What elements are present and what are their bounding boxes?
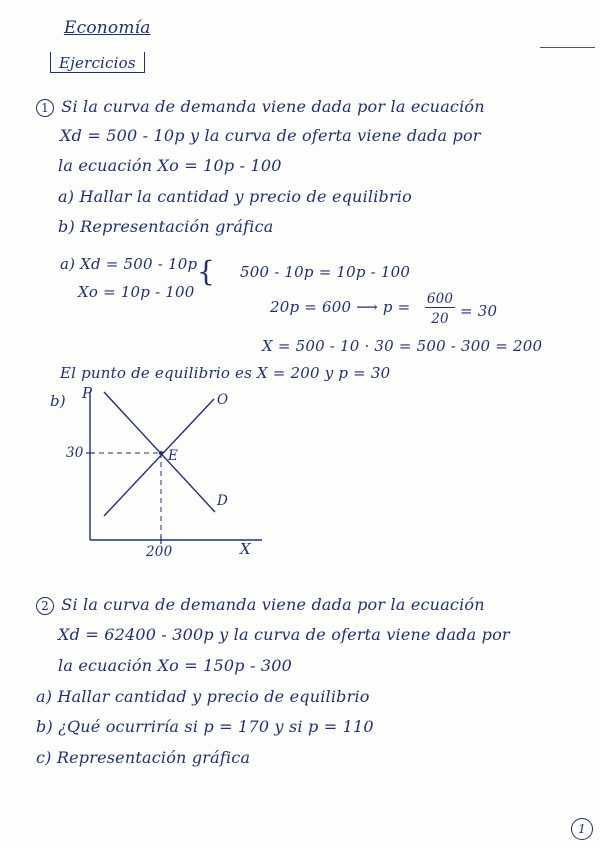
supply-curve-label: O bbox=[217, 392, 229, 408]
problem2-item-b: b) ¿Qué ocurriría si p = 170 y si p = 110 bbox=[36, 717, 374, 736]
solution-a-step3: X = 500 - 10 · 30 = 500 - 300 = 200 bbox=[262, 337, 543, 355]
problem1-item-a: a) Hallar la cantidad y precio de equilibrio bbox=[58, 187, 412, 206]
tick-x-200: 200 bbox=[146, 544, 173, 560]
problem1-statement-1: Si la curva de demanda viene dada por la ecuación bbox=[61, 97, 485, 116]
problem2-line1 bbox=[36, 595, 485, 615]
problem2-number: 2 bbox=[36, 597, 54, 615]
solution-a-step2: 20p = 600 ⟶ p = bbox=[270, 298, 411, 316]
equilibrium-point-label: E bbox=[168, 448, 179, 464]
fraction-denominator: 20 bbox=[431, 311, 449, 327]
problem1-item-b: b) Representación gráfica bbox=[58, 217, 274, 236]
system-brace: { bbox=[197, 255, 216, 288]
axis-p-label: P bbox=[82, 384, 93, 402]
axis-x-label: X bbox=[240, 540, 251, 558]
solution-a-eq1: a) Xd = 500 - 10p bbox=[60, 255, 198, 273]
problem2-item-a: a) Hallar cantidad y precio de equilibrio bbox=[36, 687, 370, 706]
problem2-item-c: c) Representación gráfica bbox=[36, 748, 251, 767]
problem1-statement-3: la ecuación Xo = 10p - 100 bbox=[58, 156, 282, 175]
fraction-result: = 30 bbox=[460, 302, 498, 320]
fraction-numerator: 600 bbox=[426, 291, 454, 307]
problem1-number: 1 bbox=[36, 99, 54, 117]
graph-part-label: b) bbox=[50, 392, 66, 410]
equilibrium-conclusion: El punto de equilibrio es X = 200 y p = 30 bbox=[60, 364, 391, 382]
problem2-statement-1: Si la curva de demanda viene dada por la ecuación bbox=[61, 595, 485, 614]
tick-p-30: 30 bbox=[66, 445, 84, 461]
problem2-statement-3: la ecuación Xo = 150p - 300 bbox=[58, 656, 293, 675]
solution-a-eq2: Xo = 10p - 100 bbox=[78, 283, 195, 301]
equilibrium-dot bbox=[159, 451, 163, 455]
page-title: Economía bbox=[64, 18, 151, 38]
problem2-statement-2: Xd = 62400 - 300p y la curva de oferta viene dada por bbox=[58, 625, 510, 644]
page-number: 1 bbox=[571, 818, 593, 840]
problem1-statement-2: Xd = 500 - 10p y la curva de oferta viene dada por bbox=[60, 126, 481, 145]
demand-curve-label: D bbox=[217, 493, 229, 509]
solution-a-step1: 500 - 10p = 10p - 100 bbox=[240, 263, 411, 281]
supply-curve bbox=[104, 399, 214, 516]
page-subtitle: Ejercicios bbox=[50, 52, 145, 73]
